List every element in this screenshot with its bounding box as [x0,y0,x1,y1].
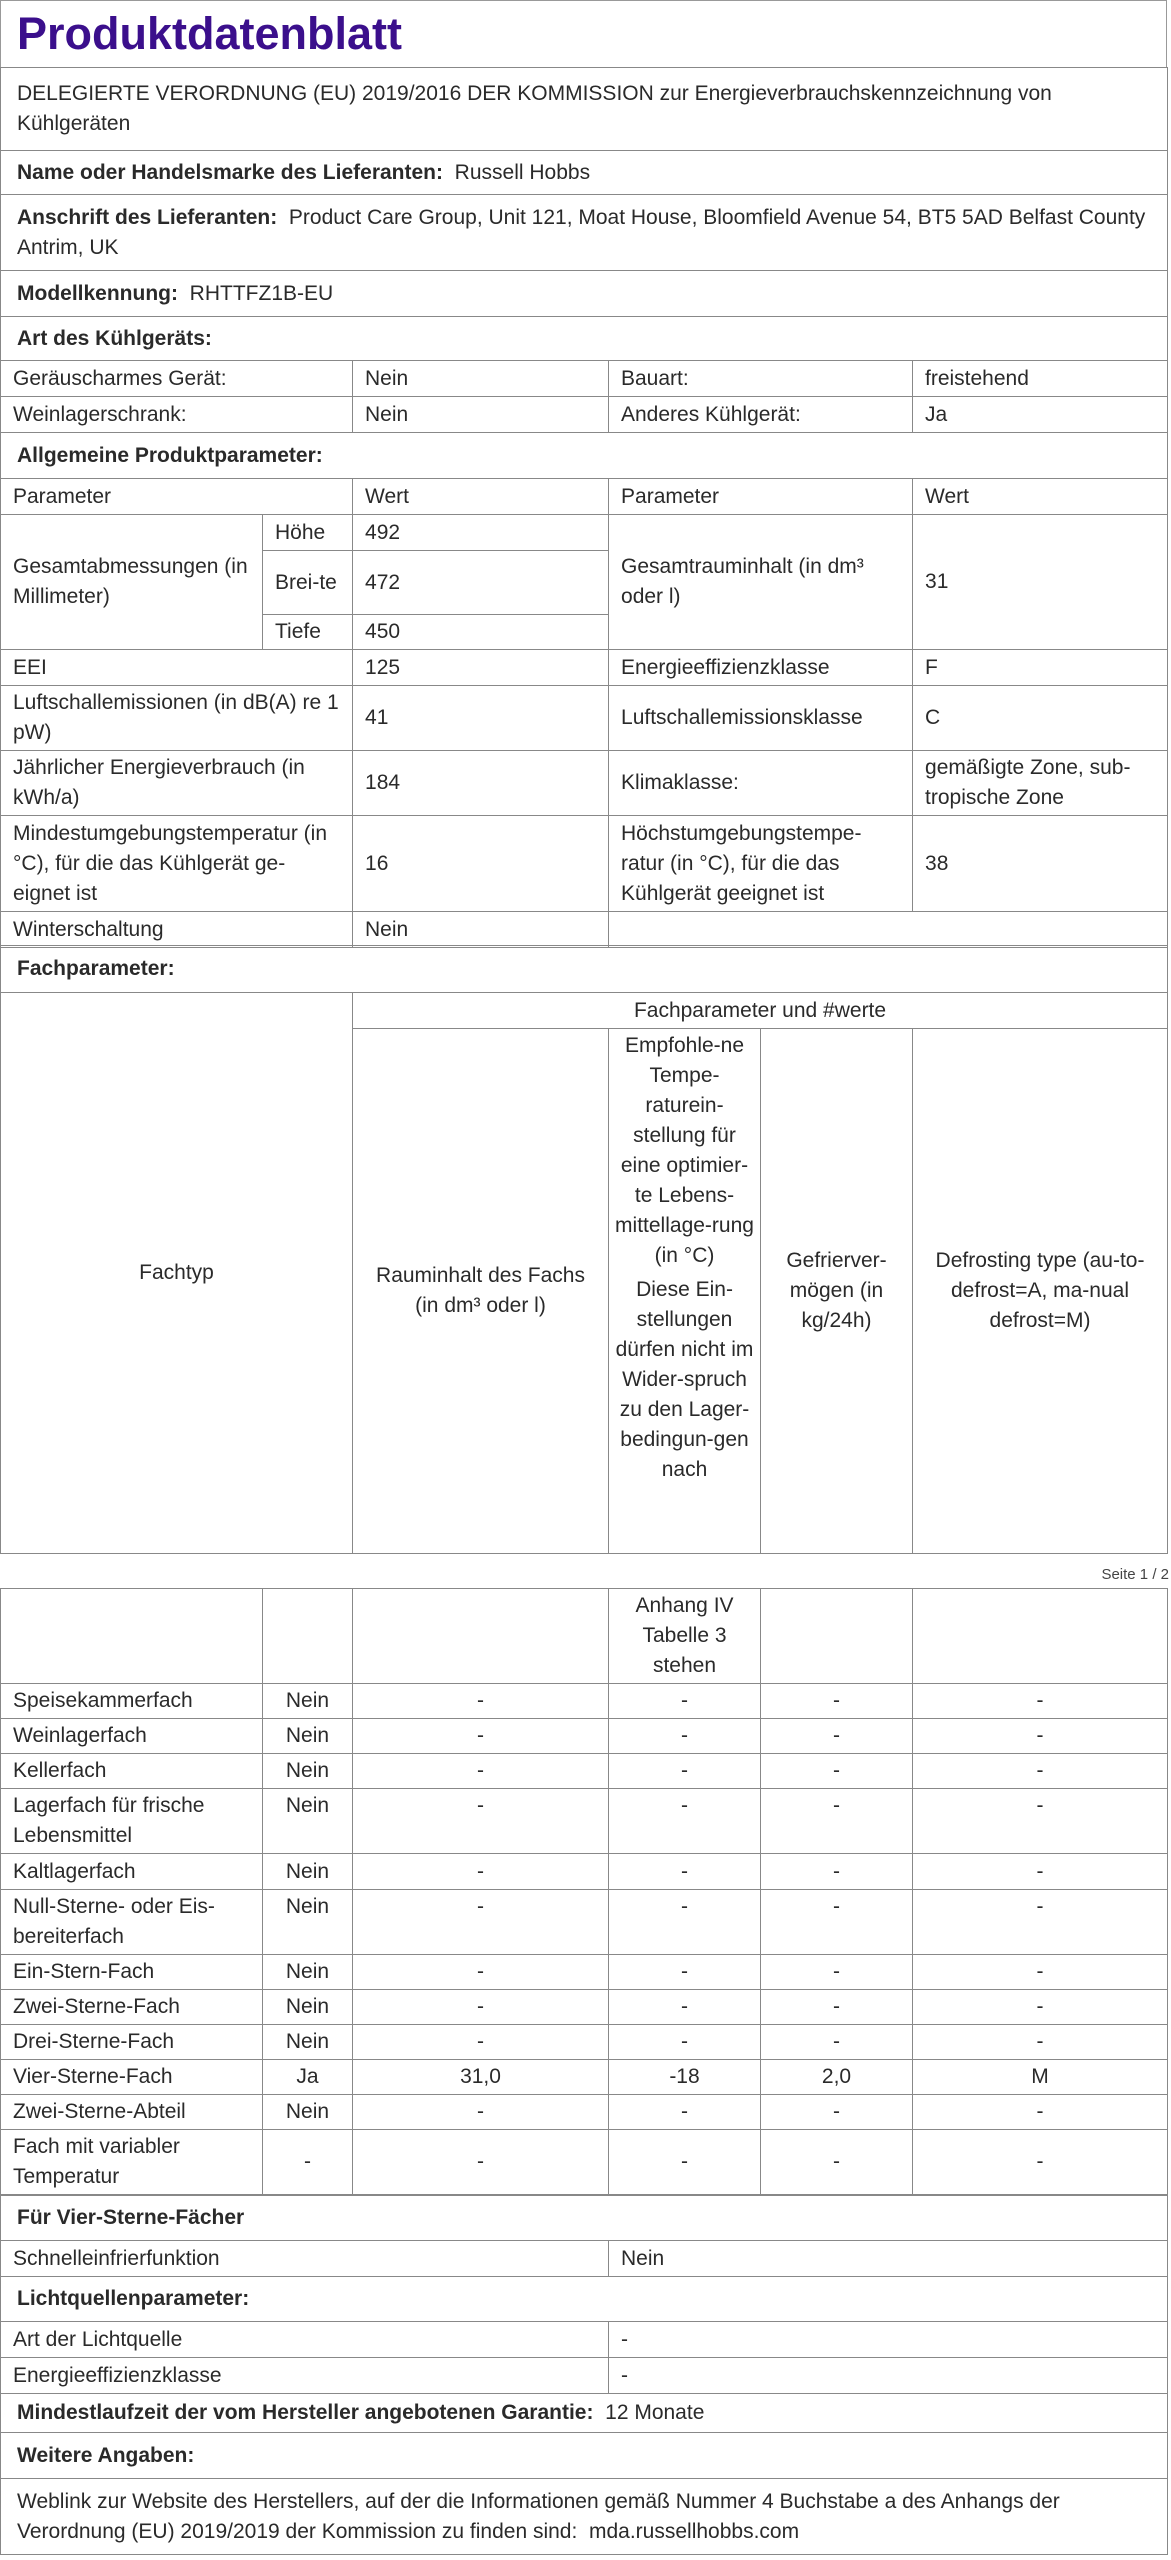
weblink-row [1,2479,1168,2555]
compartment-temperature: - [609,2025,761,2060]
width-label: Brei-te [263,551,353,615]
compartment-freezing: - [761,1990,913,2025]
depth-label: Tiefe [263,615,353,650]
compartment-name: Speisekammerfach [1,1684,263,1719]
compartment-present: Nein [263,1854,353,1890]
page-number: Seite 1 / 2 [1101,1566,1169,1583]
compartment-name: Drei-Sterne-Fach [1,2025,263,2060]
supplier-address-row [1,195,1168,271]
compartment-row [1,2025,1168,2060]
defrost-column-header: Defrosting type (au-to-defrost=A, ma-nual defrost=M) [913,1029,1168,1554]
fast-freeze-value: Nein [609,2241,1168,2277]
compartment-temperature: - [609,1890,761,1955]
energy-class-label: Energieeffizienzklasse [609,650,913,686]
compartment-present: Nein [263,1684,353,1719]
eei-value: 125 [353,650,609,686]
device-type-table [0,360,1168,433]
compartment-temperature: - [609,1719,761,1754]
warranty-value: 12 Monate [605,2401,705,2424]
compartment-name: Zwei-Sterne-Fach [1,1990,263,2025]
compartment-name: Fach mit variabler Temperatur [1,2130,263,2195]
supplier-name-label: Name oder Handelsmarke des Lieferanten: [17,160,443,184]
compartment-temperature: - [609,1754,761,1789]
device-type-value: freistehend [913,361,1168,397]
temperature-header-continued: Anhang IV Tabelle 3 stehen [609,1589,761,1684]
compartment-row [1,1890,1168,1955]
compartment-defrost: - [913,1990,1168,2025]
height-label: Höhe [263,515,353,551]
model-label: Modellkennung: [17,281,178,305]
compartment-group-header: Fachparameter und #werte [353,993,1168,1029]
further-info-heading: Weitere Angaben: [1,2433,1168,2479]
compartment-freezing: - [761,1854,913,1890]
regulation-subtitle: DELEGIERTE VERORDNUNG (EU) 2019/2016 DER KOMMISSION zur Energieverbrauchskennzeichnung von Kühlgeräten [1,68,1168,151]
compartment-row [1,1754,1168,1789]
noise-label: Luftschallemissionen (in dB(A) re 1 pW) [1,686,353,751]
width-value: 472 [353,551,609,615]
compartment-present: Nein [263,1955,353,1990]
compartment-present: Nein [263,2095,353,2130]
device-type-label: Bauart: [609,361,913,397]
compartment-present: Nein [263,2025,353,2060]
compartment-temperature: - [609,1789,761,1854]
general-parameters-table [0,478,1168,948]
model-value: RHTTFZ1B-EU [189,281,334,305]
manufacturer-weblink[interactable]: mda.russellhobbs.com [589,2519,800,2543]
device-type-value: Nein [353,361,609,397]
annual-consumption-value: 184 [353,751,609,816]
winter-switch-value: Nein [353,912,609,948]
empty-cell [353,1589,609,1684]
light-energy-class-label: Energieeffizienzklasse [1,2358,609,2394]
empty-cell [609,912,1168,948]
noise-class-value: C [913,686,1168,751]
device-type-value: Nein [353,397,609,433]
compartment-volume: - [353,2130,609,2195]
compartments-heading: Fachparameter: [1,946,1168,993]
compartment-defrost: M [913,2060,1168,2095]
compartment-freezing: - [761,1789,913,1854]
compartment-present: Nein [263,1754,353,1789]
header-table [0,67,1168,361]
compartment-defrost: - [913,1754,1168,1789]
compartment-defrost: - [913,1890,1168,1955]
compartment-temperature: - [609,1955,761,1990]
compartment-defrost: - [913,1719,1168,1754]
general-parameters-heading: Allgemeine Produktparameter: [1,433,1168,479]
supplier-name-value: Russell Hobbs [454,160,591,184]
compartment-row [1,2130,1168,2195]
compartment-row [1,2060,1168,2095]
compartments-table [0,1588,1168,2195]
compartment-present: Nein [263,1890,353,1955]
compartment-name: Vier-Sterne-Fach [1,2060,263,2095]
empty-cell [263,1589,353,1684]
compartment-defrost: - [913,2095,1168,2130]
compartment-volume: - [353,1990,609,2025]
empty-cell [1,1589,263,1684]
volume-column-header: Rauminhalt des Fachs (in dm³ oder l) [353,1029,609,1554]
min-temp-label: Mindestumgebungstemperatur (in °C), für die das Kühlgerät ge-eignet ist [1,816,353,912]
document-title: Produktdatenblatt [0,0,1167,68]
warranty-label: Mindestlaufzeit der vom Hersteller angebotenen Garantie: [17,2401,594,2424]
annual-consumption-label: Jährlicher Energieverbrauch (in kWh/a) [1,751,353,816]
temperature-header-part1: Empfohle-ne Tempe-raturein-stellung für eine optimier-te Lebens-mittellage-rung (in °C) [615,1034,754,1267]
device-type-label: Weinlagerschrank: [1,397,353,433]
compartment-freezing: - [761,1754,913,1789]
volume-value: 31 [913,515,1168,650]
compartment-defrost: - [913,1854,1168,1890]
winter-switch-label: Winterschaltung [1,912,353,948]
compartment-volume: - [353,1955,609,1990]
compartment-name: Lagerfach für frische Lebensmittel [1,1789,263,1854]
compartment-row [1,1789,1168,1854]
device-type-heading: Art des Kühlgeräts: [1,317,1168,361]
energy-class-value: F [913,650,1168,686]
column-header: Parameter [1,479,353,515]
compartment-row [1,1854,1168,1890]
noise-value: 41 [353,686,609,751]
empty-cell [913,1589,1168,1684]
device-type-value: Ja [913,397,1168,433]
four-star-table [0,2195,1168,2555]
compartments-header-table [0,992,1168,1554]
noise-class-label: Luftschallemissionsklasse [609,686,913,751]
compartment-volume: 31,0 [353,2060,609,2095]
compartment-name: Kaltlagerfach [1,1854,263,1890]
compartment-defrost: - [913,1684,1168,1719]
fast-freeze-label: Schnelleinfrierfunktion [1,2241,609,2277]
compartment-temperature: - [609,1854,761,1890]
compartment-temperature: - [609,1684,761,1719]
supplier-name-row [1,151,1168,195]
device-type-row [1,361,1168,397]
compartment-volume: - [353,2095,609,2130]
page-2 [0,1588,1171,2560]
freezing-capacity-column-header: Gefrierver-mögen (in kg/24h) [761,1029,913,1554]
column-header: Parameter [609,479,913,515]
compartment-row [1,1684,1168,1719]
compartment-temperature: -18 [609,2060,761,2095]
light-source-type-label: Art der Lichtquelle [1,2322,609,2358]
compartment-present: - [263,2130,353,2195]
compartment-freezing: - [761,1719,913,1754]
general-heading-table [0,432,1168,479]
max-temp-value: 38 [913,816,1168,912]
supplier-address-value: Product Care Group, Unit 121, Moat House, Bloomfield Avenue 54, BT5 5AD Belfast County Antrim, UK [17,205,1146,259]
compartment-name: Ein-Stern-Fach [1,1955,263,1990]
compartment-temperature: - [609,2130,761,2195]
compartment-name: Null-Sterne- oder Eis-bereiterfach [1,1890,263,1955]
compartment-row [1,1719,1168,1754]
model-row [1,271,1168,317]
compartment-volume: - [353,1789,609,1854]
compartment-name: Zwei-Sterne-Abteil [1,2095,263,2130]
compartment-freezing: - [761,2095,913,2130]
compartment-name: Weinlagerfach [1,1719,263,1754]
light-energy-class-value: - [609,2358,1168,2394]
four-star-heading: Für Vier-Sterne-Fächer [1,2196,1168,2241]
compartment-volume: - [353,1890,609,1955]
column-header: Wert [353,479,609,515]
compartment-row [1,2095,1168,2130]
climate-class-value: gemäßigte Zone, sub-tropische Zone [913,751,1168,816]
compartment-defrost: - [913,2025,1168,2060]
empty-cell [761,1589,913,1684]
compartment-freezing: - [761,2025,913,2060]
compartment-temperature: - [609,1990,761,2025]
compartment-name: Kellerfach [1,1754,263,1789]
compartment-row [1,1955,1168,1990]
compartment-freezing: - [761,2130,913,2195]
compartment-defrost: - [913,1789,1168,1854]
min-temp-value: 16 [353,816,609,912]
compartment-present: Nein [263,1990,353,2025]
height-value: 492 [353,515,609,551]
light-source-heading: Lichtquellenparameter: [1,2277,1168,2322]
device-type-label: Anderes Kühlgerät: [609,397,913,433]
temperature-column-header [609,1029,761,1554]
compartment-freezing: 2,0 [761,2060,913,2095]
compartment-type-header: Fachtyp [1,993,353,1554]
compartment-freezing: - [761,1684,913,1719]
dimensions-label: Gesamtabmessungen (in Millimeter) [1,515,263,650]
climate-class-label: Klimaklasse: [609,751,913,816]
supplier-address-label: Anschrift des Lieferanten: [17,205,278,229]
compartment-volume: - [353,1684,609,1719]
compartment-volume: - [353,1854,609,1890]
compartments-heading-table [0,945,1168,993]
compartment-present: Ja [263,2060,353,2095]
weblink-text: Weblink zur Website des Herstellers, auf der die Informationen gemäß Nummer 4 Buchstabe a des Anhangs der Verordnung (EU) 2019/2019 der Kommission zu finden sind: [17,2489,1060,2543]
compartment-defrost: - [913,1955,1168,1990]
compartment-volume: - [353,1754,609,1789]
light-source-type-value: - [609,2322,1168,2358]
compartment-volume: - [353,1719,609,1754]
compartment-present: Nein [263,1789,353,1854]
device-type-label: Geräuscharmes Gerät: [1,361,353,397]
compartment-row [1,1990,1168,2025]
compartment-temperature: - [609,2095,761,2130]
volume-label: Gesamtrauminhalt (in dm³ oder l) [609,515,913,650]
compartment-freezing: - [761,1955,913,1990]
temperature-header-part2: Diese Ein-stellungen dürfen nicht im Wider-spruch zu den Lager-bedingun-gen nach [615,1278,754,1481]
column-header: Wert [913,479,1168,515]
depth-value: 450 [353,615,609,650]
compartment-volume: - [353,2025,609,2060]
device-type-row [1,397,1168,433]
warranty-row [1,2394,1168,2433]
max-temp-label: Höchstumgebungstempe-ratur (in °C), für die das Kühlgerät geeignet ist [609,816,913,912]
compartment-present: Nein [263,1719,353,1754]
compartment-freezing: - [761,1890,913,1955]
compartment-defrost: - [913,2130,1168,2195]
eei-label: EEI [1,650,353,686]
